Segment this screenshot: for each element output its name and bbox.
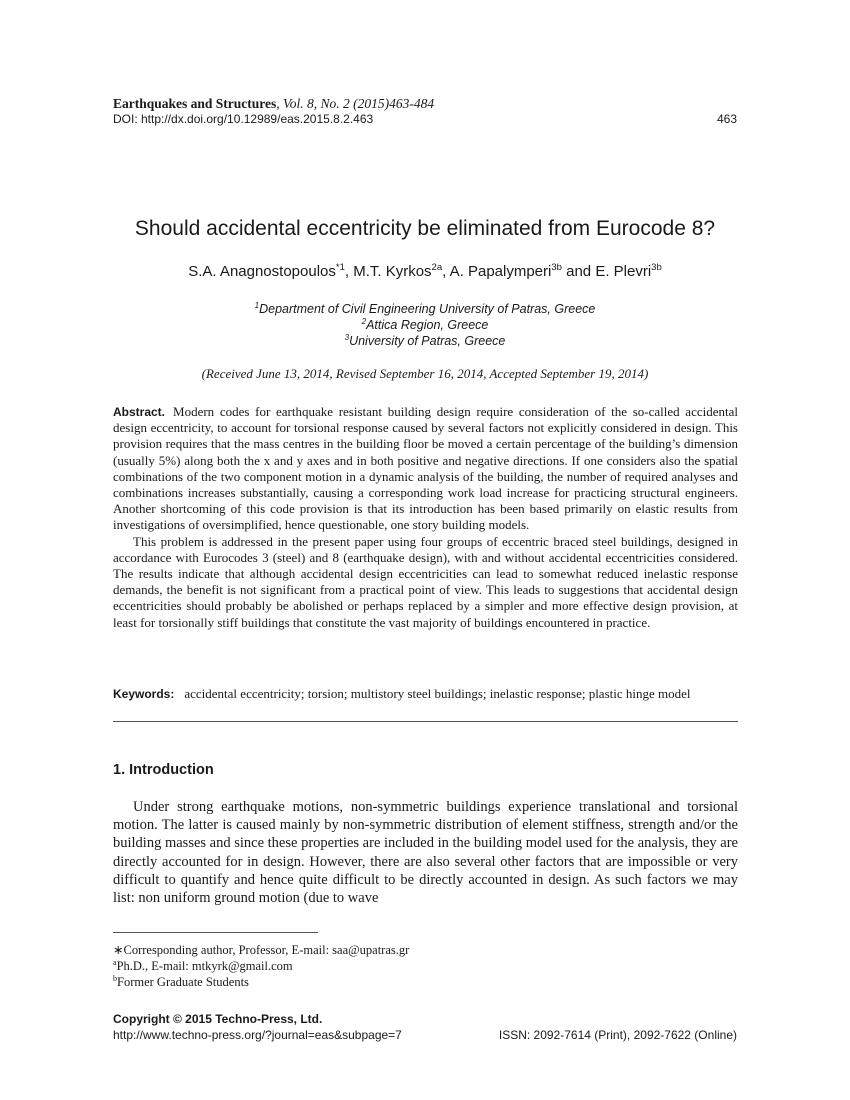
affiliation-text: Department of Civil Engineering University of Patras, Greece: [259, 302, 596, 317]
footnote: [113, 942, 409, 958]
footnote: [113, 974, 249, 990]
affiliation: [0, 333, 850, 348]
footnote-divider: [113, 932, 318, 933]
issn: ISSN: 2092-7614 (Print), 2092-7622 (Online): [498, 1028, 737, 1042]
author-sup: 2a: [431, 262, 443, 273]
affiliation-sup: 2: [361, 317, 367, 326]
received-dates: (Received June 13, 2014, Revised September 16, 2014, Accepted September 19, 2014): [201, 366, 649, 381]
copyright: Copyright © 2015 Techno-Press, Ltd.: [113, 1012, 323, 1026]
footnote-text: Corresponding author, Professor, E-mail: saa@upatras.gr: [123, 943, 410, 957]
doi: DOI: http://dx.doi.org/10.12989/eas.2015.8.2.463: [113, 112, 374, 126]
affiliation-sup: 3: [344, 333, 350, 342]
author-sep: and: [561, 263, 596, 280]
author-name: M.T. Kyrkos: [353, 263, 432, 280]
author-sup: 3b: [551, 262, 562, 273]
footnote-text: Ph.D., E-mail: mtkyrk@gmail.com: [116, 959, 293, 974]
footnote-mark: ∗: [113, 943, 124, 957]
footnote-text: Former Graduate Students: [117, 975, 249, 990]
affiliation: [0, 301, 850, 316]
journal-name: Earthquakes and Structures: [113, 96, 277, 111]
keywords: [113, 686, 738, 702]
abstract-text: Modern codes for earthquake resistant building design require consideration of the so-called accidental design eccentricity, to account for torsional response caused by several factors not explicitly considered in design. This provision requires that the mass centres in the building floor be moved a certain percentage of the building’s dimension (usually 5%) along both the x and y axes and in both positive and negative directions. If one considers also the spatial combinations of the two component motion in a dynamic analysis of the building, the number of required analyses and combinations increases substantially, causing a corresponding work load increase for practicing structural engineers. Another shortcoming of this code provision is that its introduction has been based primarily on elastic results from investigations of oversimplified, hence questionable, one story building models.: [113, 404, 738, 533]
intro-paragraph: Under strong earthquake motions, non-symmetric buildings experience translational and torsional motion. The latter is caused mainly by non-symmetric distribution of element stiffness, strength and/or the building masses and since these properties are included in the building model used for the analysis, they are directly accounted for in design. However, there are also several other factors that are impossible or very difficult to quantify and hence quite difficult to be directly accounted in design. As such factors we may list: non uniform ground motion (due to wave: [113, 799, 738, 907]
section-heading: 1. Introduction: [113, 762, 214, 778]
abstract-paragraph: This problem is addressed in the present paper using four groups of eccentric braced steel buildings, designed in accordance with Eurocodes 3 (steel) and 8 (earthquake design), with and without accidental eccentricities considered. The results indicate that although accidental design eccentricities can lead to somewhat reduced inelastic response demands, the benefit is not significant from a practical point of view. This leads to suggestions that accidental design eccentricities should probably be abolished or perhaps replaced by a simpler and more effective design provision, at least for torsionally stiff buildings that constitute the vast majority of buildings encountered in practice.: [113, 533, 738, 630]
paper-title: Should accidental eccentricity be eliminated from Eurocode 8?: [134, 217, 716, 240]
abstract-label: Abstract.: [113, 405, 166, 419]
author-name: S.A. Anagnostopoulos: [188, 263, 336, 280]
affiliation-text: University of Patras, Greece: [349, 334, 506, 349]
abstract-paragraph: [113, 404, 738, 534]
footnote: [113, 958, 293, 974]
footnote-mark: a: [113, 958, 117, 967]
abstract: [113, 404, 738, 631]
affiliation-text: Attica Region, Greece: [366, 318, 489, 333]
divider: [113, 721, 738, 722]
keywords-label: Keywords:: [113, 687, 175, 701]
affiliation-sup: 1: [254, 301, 260, 310]
author-name: A. Papalymperi: [449, 263, 552, 280]
author-list: [0, 262, 850, 280]
journal-volume: , Vol. 8, No. 2 (2015)463-484: [276, 96, 435, 111]
author-sup: 3b: [651, 262, 662, 273]
author-name: E. Plevri: [595, 263, 652, 280]
footnote-mark: b: [113, 974, 117, 983]
author-sep: ,: [442, 263, 450, 280]
journal-url[interactable]: http://www.techno-press.org/?journal=eas&subpage=7: [113, 1028, 402, 1042]
keywords-text: accidental eccentricity; torsion; multistory steel buildings; inelastic response; plastic hinge model: [184, 686, 691, 701]
affiliation: [0, 317, 850, 332]
author-sep: ,: [344, 263, 354, 280]
journal-citation: [113, 96, 434, 112]
page-number: 463: [716, 112, 737, 126]
author-sup: *1: [335, 262, 345, 273]
